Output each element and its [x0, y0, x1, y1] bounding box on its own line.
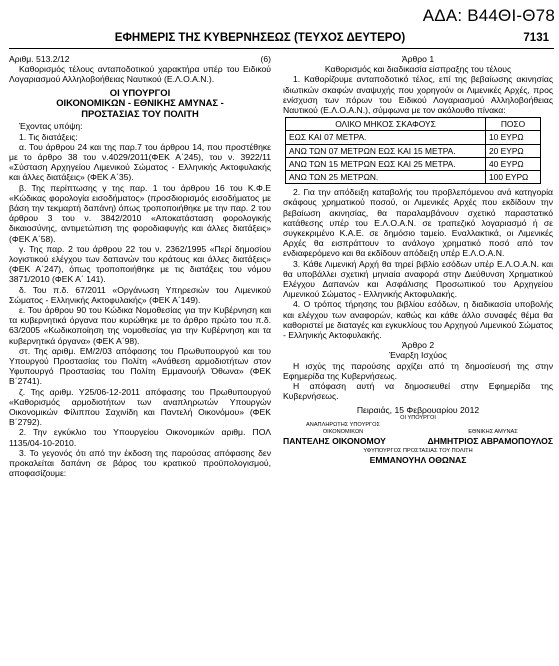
- decision-number: Αριθμ. 513.2/12: [9, 54, 70, 64]
- signatory-names-row: [283, 436, 553, 446]
- right-column: [283, 54, 553, 465]
- paragraph: 3. Το γεγονός ότι από την έκδοση της παρούσας απόφασης δεν προκαλείται δαπάνη σε βάρος του κρατικού προϋπολογισμού, αποφασίζουμε:: [9, 447, 271, 479]
- paragraph: Η απόφαση αυτή να δημοσιευθεί στην Εφημερίδα της Κυβερνήσεως.: [283, 381, 553, 402]
- paragraph: Έχοντας υπόψη:: [19, 121, 83, 132]
- table-cell: ΑΝΩ ΤΩΝ 25 ΜΕΤΡΩΝ.: [286, 171, 486, 184]
- table-row: [286, 131, 541, 144]
- decision-index: (6): [260, 54, 271, 64]
- table-row: [286, 144, 541, 157]
- table-cell: 10 ΕΥΡΩ: [486, 131, 541, 144]
- ministers-heading: [9, 88, 271, 120]
- signatory-right-role: ΕΘΝΙΚΗΣ ΑΜΥΝΑΣ: [468, 428, 518, 435]
- table-cell: ΑΝΩ ΤΩΝ 15 ΜΕΤΡΩΝ ΕΩΣ ΚΑΙ 25 ΜΕΤΡΑ.: [286, 157, 486, 170]
- article-1-subtitle: Καθορισμός και διαδικασία είσπραξης του τέλους: [324, 64, 512, 75]
- paragraph: στ. Της αριθμ. ΕΜ/2/03 απόφασης του Πρωθυπουργού και του Υπουργού Προστασίας του Πολίτη «Ανάθεση αρμοδιοτήτων στον Υφυπουργό Προστασίας του Πολίτη Εμμανουήλ Όθωνα» (ΦΕΚ Β΄2741).: [9, 345, 271, 387]
- ministers-line-3: ΠΡΟΣΤΑΣΙΑΣ ΤΟΥ ΠΟΛΙΤΗ: [81, 107, 199, 119]
- header-rule: [9, 48, 554, 49]
- paragraph: ζ. Της αριθμ. Υ25/06-12-2011 απόφασης του Πρωθυπουργού «Καθορισμός αρμοδιοτήτων των αναπληρωτών Υπουργών Οικονομικών Φίλιππου Σαχινίδη και Παντελή Οικονόμου» (ΦΕΚ Β΄2792).: [9, 386, 271, 428]
- signatory-bottom-name: ΕΜΜΑΝΟΥΗΛ ΟΘΩΝΑΣ: [369, 454, 467, 465]
- fee-table: [285, 117, 541, 184]
- ministers-line-1: ΟΙ ΥΠΟΥΡΓΟΙ: [109, 86, 171, 98]
- paragraph: 4. Ο τρόπος τήρησης του βιβλίου εσόδων, η διαδικασία υποβολής και ελέγχου των αναφορών, καθώς και κάθε άλλο συναφές θέμα θα καθοριστεί με διαταγές και εγκυκλίους του Αρχηγού Λιμενικού Σώματος - Ελληνικής Ακτοφυλακής.: [283, 299, 553, 341]
- paragraph: δ. Του π.δ. 67/2011 «Οργάνωση Υπηρεσιών του Λιμενικού Σώματος - Ελληνικής Ακτοφυλακής» (ΦΕΚ Α΄149).: [9, 284, 271, 305]
- table-cell: 40 ΕΥΡΩ: [486, 157, 541, 170]
- article-2-title: Άρθρο 2: [401, 340, 435, 351]
- paragraph: β. Της περίπτωσης γ της παρ. 1 του άρθρου 16 του Κ.Φ.Ε «Κώδικας φορολογία εισοδήματος» (προσδιορισμός εισοδήματος με βάση την τεκμαρτή δαπάνη) όπως τροποποιήθηκε με την παρ. 2 του άρθρου 3 του ν. 3842/2010 «Αποκατάσταση φορολογικής δικαιοσύνης, αντιμετώπιση της φοροδιαφυγής και άλλες διατάξεις» (ΦΕΚ Α΄58).: [9, 182, 271, 244]
- table-header-row: [286, 118, 541, 131]
- paragraph: 2. Την εγκύκλιο του Υπουργείου Οικονομικών αριθμ. ΠΟΛ 1135/04-10-2010.: [9, 427, 271, 448]
- table-cell: ΕΩΣ ΚΑΙ 07 ΜΕΤΡΑ.: [286, 131, 486, 144]
- gazette-title: ΕΦΗΜΕΡΙΣ ΤΗΣ ΚΥΒΕΡΝΗΣΕΩΣ (ΤΕΥΧΟΣ ΔΕΥΤΕΡΟ): [114, 32, 406, 44]
- page-number: 7131: [523, 32, 549, 44]
- article-2-subtitle: Έναρξη Ισχύος: [389, 350, 447, 361]
- article-1-title: Άρθρο 1: [401, 54, 435, 64]
- paragraph: 2. Για την απόδειξη καταβολής του προβλεπόμενου ανά κατηγορία σκάφους χρηματικού ποσού, οι Λιμενικές Αρχές που εκδίδουν την βεβαίωση ακινησίας, θα παραλαμβάνουν σχετικό παραστατικό κατάθεσης υπέρ του Ε.Λ.Ο.Α.Ν. σε τραπεζικό λογαριασμό ή σε συγκεκριμένο Κ.Α.Ε. σε δημόσιο ταμείο. Εναλλακτικά, οι Λιμενικές Αρχές θα εισπράττουν το ανάλογο χρηματικό ποσό από τον ενδιαφερόμενο και θα εκδίδουν απόδειξη υπέρ Ε.Λ.Ο.Α.Ν.: [283, 187, 553, 259]
- paragraph: 1. Τις διατάξεις:: [19, 131, 78, 142]
- table-header-cell: ΠΟΣΟ: [486, 118, 541, 131]
- place-date: Πειραιάς, 15 Φεβρουαρίου 2012: [356, 404, 480, 415]
- paragraph: ε. Του άρθρου 90 του Κώδικα Νομοθεσίας για την Κυβέρνηση και τα κυβερνητικά όργανα που κυρώθηκε με το άρθρο πρώτο του π.δ. 63/2005 «Κωδικοποίηση της νομοθεσίας για την Κυβέρνηση και τα κυβερνητικά όργανα» (ΦΕΚ Α΄98).: [9, 305, 271, 346]
- gazette-header: [0, 30, 559, 46]
- table-cell: ΑΝΩ ΤΩΝ 07 ΜΕΤΡΩΝ ΕΩΣ ΚΑΙ 15 ΜΕΤΡΑ.: [286, 144, 486, 157]
- paragraph: α. Του άρθρου 24 και της παρ.7 του άρθρου 14, που προστέθηκε με το άρθρο 38 του ν.4029/2011(ΦΕΚ Α΄245), του ν. 3922/11 «Σύσταση Αρχηγείου Λιμενικού Σώματος - Ελληνικής Ακτοφυλακής και άλλες διατάξεις» (ΦΕΚ Α΄35).: [9, 141, 271, 183]
- decision-number-row: [9, 54, 271, 64]
- left-column: [9, 54, 271, 479]
- paragraph: Η ισχύς της παρούσης αρχίζει από τη δημοσίευσή της στην Εφημερίδα της Κυβερνήσεως.: [283, 360, 553, 381]
- signatory-bottom-role: ΥΦΥΠΟΥΡΓΟΣ ΠΡΟΣΤΑΣΙΑΣ ΤΟΥ ΠΟΛΙΤΗ: [363, 447, 473, 454]
- signatory-right-name: ΔΗΜΗΤΡΙΟΣ ΑΒΡΑΜΟΠΟΥΛΟΣ: [427, 435, 553, 446]
- paragraph: 1. Καθορίζουμε ανταποδοτικό τέλος, επί της βεβαίωσης ακινησίας ιδιωτικών σκαφών αναψυχής που χορηγούν οι Λιμενικές Αρχές, προς ενίσχυση των πόρων του Ειδικού Λογαριασμού Αλληλοβοήθειας Ναυτικού (Ε.Λ.Ο.Α.Ν.), σύμφωνα με τον ακόλουθο πίνακα:: [283, 74, 553, 116]
- table-cell: 100 ΕΥΡΩ: [486, 171, 541, 184]
- signatory-roles-row: [283, 422, 553, 436]
- table-header-cell: ΟΛΙΚΟ ΜΗΚΟΣ ΣΚΑΦΟΥΣ: [286, 118, 486, 131]
- table-row: [286, 171, 541, 184]
- table-row: [286, 157, 541, 170]
- signatories-heading: ΟΙ ΥΠΟΥΡΓΟΙ: [400, 414, 436, 421]
- decision-subject: Καθορισμός τέλους ανταποδοτικού χαρακτήρα υπέρ του Ειδικού Λογαριασμού Αλληλοβοήθειας Ναυτικού (Ε.Λ.Ο.Α.Ν.).: [9, 64, 271, 85]
- signatory-left-role: ΑΝΑΠΛΗΡΩΤΗΣ ΥΠΟΥΡΓΟΣ ΟΙΚΟΝΟΜΙΚΩΝ: [306, 421, 380, 435]
- paragraph: γ. Της παρ. 2 του άρθρου 22 του ν. 2362/1995 «Περί δημοσίου λογιστικού ελέγχου των δαπανών του κράτους και άλλες διατάξεις» (ΦΕΚ Α΄247), όπως τροποποιήθηκε με τις διατάξεις του νόμου 3871/2010 (ΦΕΚ Α΄ 141).: [9, 243, 271, 285]
- paragraph: 3. Κάθε Λιμενική Αρχή θα τηρεί βιβλίο εσόδων υπέρ Ε.Λ.Ο.Α.Ν. και θα υποβάλλει σχετική μηνιαία αναφορά στην Διεύθυνση Χρηματικού Ελέγχου Δαπανών και Ασφάλισης Προσωπικού του Αρχηγείου Λιμενικού Σώματος - Ελληνικής Ακτοφυλακής.: [283, 258, 553, 300]
- ministers-line-2: ΟΙΚΟΝΟΜΙΚΩΝ - ΕΘΝΙΚΗΣ ΑΜΥΝΑΣ -: [56, 97, 224, 109]
- table-cell: 20 ΕΥΡΩ: [486, 144, 541, 157]
- signatory-left-name: ΠΑΝΤΕΛΗΣ ΟΙΚΟΝΟΜΟΥ: [283, 435, 386, 446]
- ada-code: ΑΔΑ: Β44ΘΙ-Θ78: [422, 6, 555, 25]
